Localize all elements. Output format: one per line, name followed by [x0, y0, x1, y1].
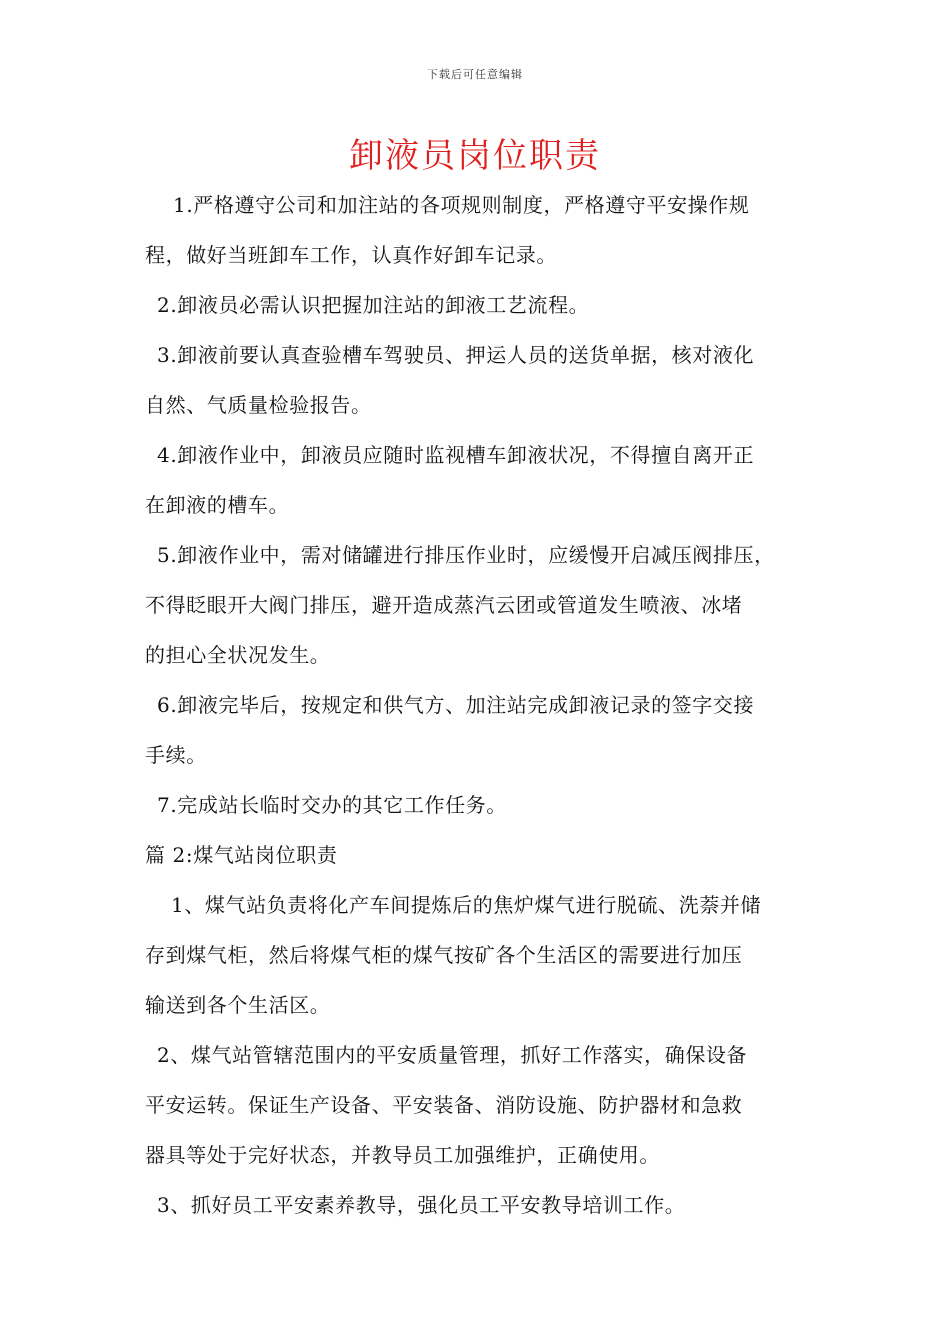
paragraph-line: 7.完成站长临时交办的其它工作任务。	[157, 793, 507, 817]
document-body	[145, 180, 825, 1230]
paragraph-line: 手续。	[145, 743, 207, 767]
paragraph-line: 程，做好当班卸车工作，认真作好卸车记录。	[145, 243, 557, 267]
paragraph-line: 2、煤气站管辖范围内的平安质量管理，抓好工作落实，确保设备	[157, 1043, 748, 1067]
paragraph-line: 6.卸液完毕后，按规定和供气方、加注站完成卸液记录的签字交接	[157, 693, 755, 717]
paragraph-line: 的担心全状况发生。	[145, 643, 331, 667]
paragraph-line: 5.卸液作业中，需对储罐进行排压作业时，应缓慢开启减压阀排压，	[157, 543, 775, 567]
paragraph-line: 存到煤气柜，然后将煤气柜的煤气按矿各个生活区的需要进行加压	[145, 943, 743, 967]
paragraph-line: 2.卸液员必需认识把握加注站的卸液工艺流程。	[157, 293, 590, 317]
document-title: 卸液员岗位职责	[349, 136, 601, 176]
paragraph-line: 3.卸液前要认真查验槽车驾驶员、押运人员的送货单据，核对液化	[157, 343, 755, 367]
paragraph-line: 1.严格遵守公司和加注站的各项规则制度，严格遵守平安操作规	[173, 193, 750, 217]
paragraph-line: 4.卸液作业中，卸液员应随时监视槽车卸液状况，不得擅自离开正	[157, 443, 755, 467]
paragraph-line: 输送到各个生活区。	[145, 993, 331, 1017]
paragraph-line: 平安运转。保证生产设备、平安装备、消防设施、防护器材和急救	[145, 1093, 743, 1117]
section-heading: 篇 2:煤气站岗位职责	[145, 843, 338, 867]
paragraph-line: 器具等处于完好状态，并教导员工加强维护，正确使用。	[145, 1143, 660, 1167]
paragraph-line: 不得眨眼开大阀门排压，避开造成蒸汽云团或管道发生喷液、冰堵	[145, 593, 743, 617]
paragraph-line: 自然、气质量检验报告。	[145, 393, 372, 417]
paragraph-line: 3、抓好员工平安素养教导，强化员工平安教导培训工作。	[157, 1193, 686, 1217]
header-note: 下载后可任意编辑	[427, 68, 523, 81]
paragraph-line: 在卸液的槽车。	[145, 493, 290, 517]
paragraph-line: 1、煤气站负责将化产车间提炼后的焦炉煤气进行脱硫、洗萘并储	[171, 893, 762, 917]
